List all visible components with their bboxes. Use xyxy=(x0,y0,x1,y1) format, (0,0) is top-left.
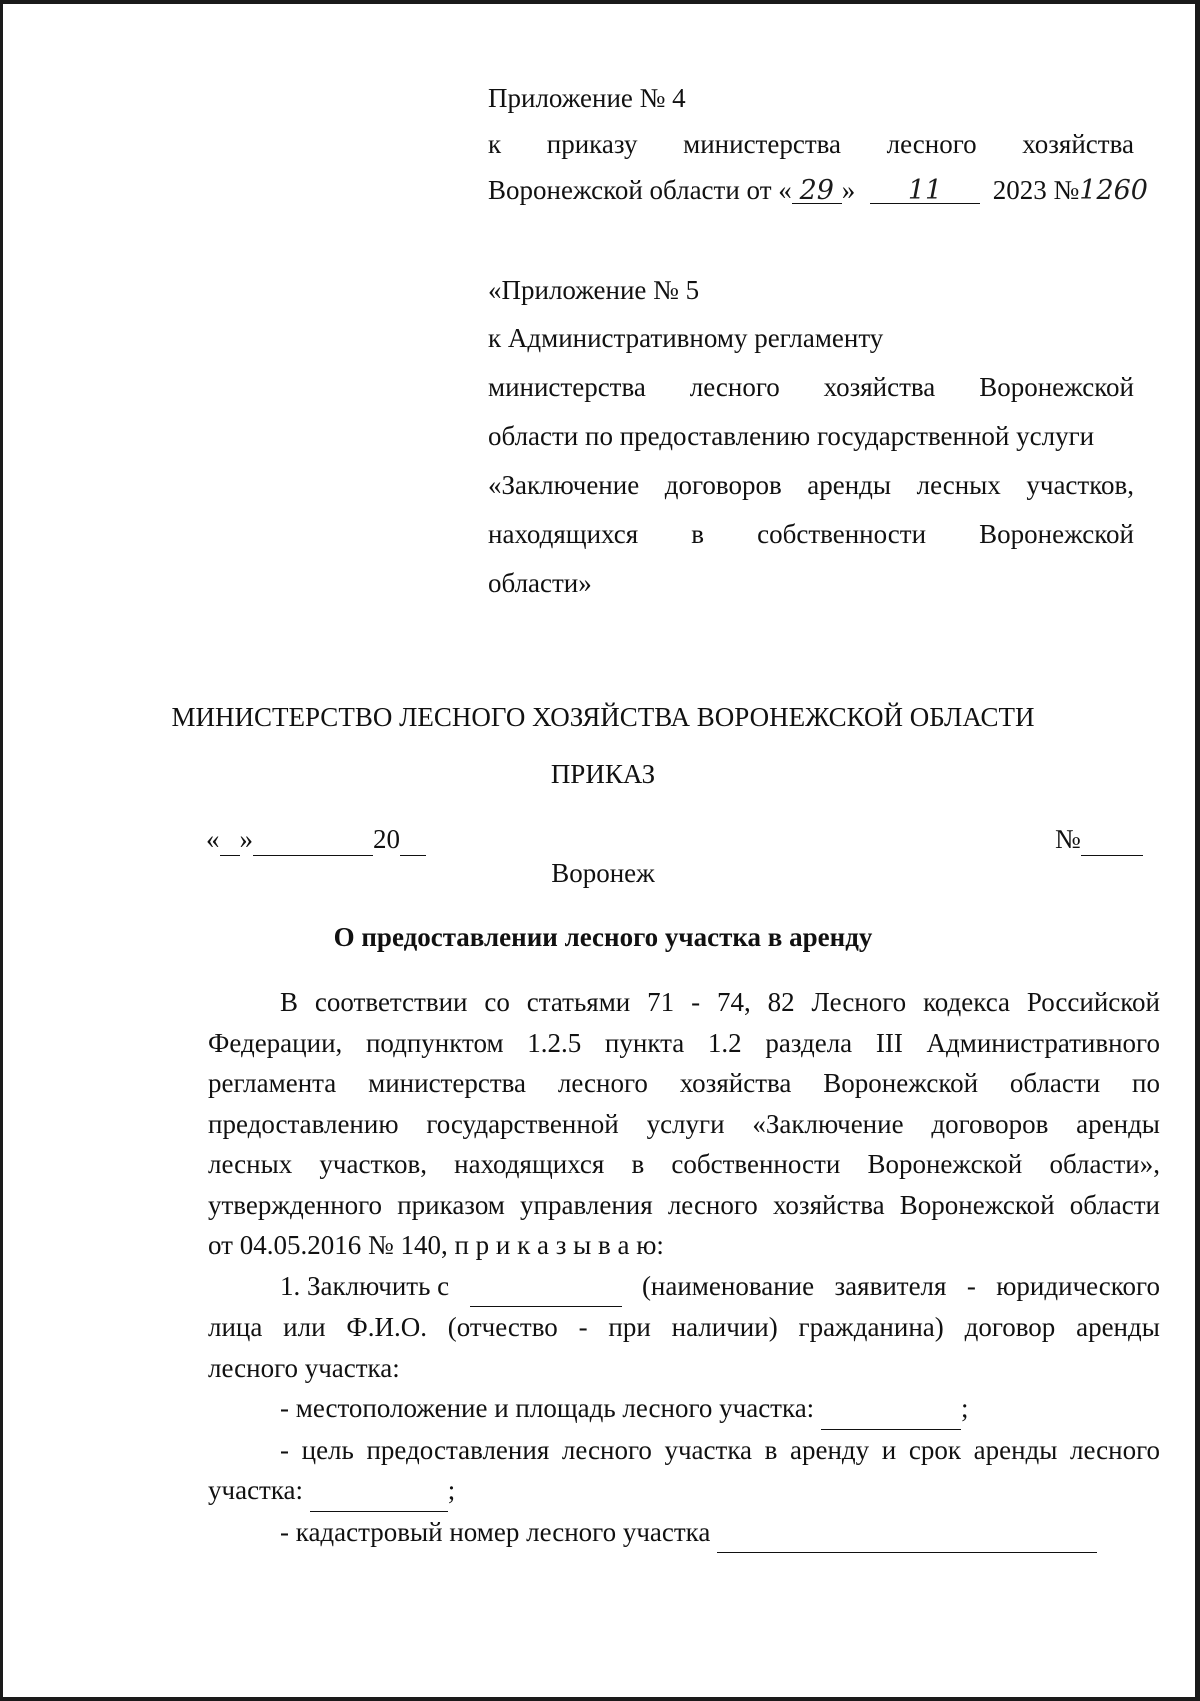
word: - xyxy=(691,987,701,1017)
word: предоставления xyxy=(366,1434,550,1465)
p2-start: 1. Заключить с xyxy=(280,1270,450,1301)
word: договоров xyxy=(931,1108,1049,1139)
word: пункта xyxy=(604,1027,685,1058)
word: 1.2 xyxy=(707,1027,742,1058)
word: - xyxy=(966,1270,976,1301)
appendix4-line3 xyxy=(488,174,1148,207)
word: лица xyxy=(208,1312,263,1342)
order-body xyxy=(208,982,1160,1553)
word: министерства xyxy=(368,1068,527,1098)
word: В xyxy=(280,987,299,1017)
word: гражданина) xyxy=(798,1312,944,1342)
p3-end: ; xyxy=(960,1393,969,1423)
word: цель xyxy=(301,1434,354,1465)
word: лесного xyxy=(1070,1434,1160,1465)
word: находящихся xyxy=(454,1149,605,1179)
word: услуги xyxy=(646,1108,725,1139)
word: участков, xyxy=(1026,470,1134,500)
word: - xyxy=(280,1434,289,1465)
order-number-line xyxy=(1055,823,1143,856)
word: раздела xyxy=(765,1027,853,1058)
word: (отчество xyxy=(447,1312,558,1342)
word: хозяйства xyxy=(772,1189,885,1220)
word: договоров xyxy=(664,470,782,500)
word: утвержденного xyxy=(208,1189,383,1220)
month-blank xyxy=(253,823,373,856)
word: министерства xyxy=(488,372,646,402)
word: лесных xyxy=(916,470,1001,500)
word: 82 xyxy=(767,987,795,1017)
cadastral-blank xyxy=(717,1512,1097,1554)
word: (наименование xyxy=(641,1270,815,1301)
word: аренды xyxy=(973,1434,1058,1465)
word: Воронежской xyxy=(979,519,1134,549)
word: заявителя xyxy=(834,1270,947,1301)
word: Воронежской xyxy=(979,372,1134,402)
word: при xyxy=(608,1312,651,1342)
word: 74, xyxy=(716,987,751,1017)
p4-line1 xyxy=(208,1430,1160,1471)
ministry-heading: МИНИСТЕРСТВО ЛЕСНОГО ХОЗЯЙСТВА ВОРОНЕЖСКОЙ ОБЛАСТИ xyxy=(171,702,1035,732)
word: Российской xyxy=(1026,987,1160,1017)
word: юридического xyxy=(996,1270,1160,1301)
word: и xyxy=(881,1434,897,1465)
word: регламента xyxy=(208,1068,337,1098)
word: хозяйства xyxy=(679,1068,792,1098)
word: Воронежской xyxy=(899,1189,1055,1220)
appendix5-line3 xyxy=(488,371,1134,403)
word: или xyxy=(283,1312,326,1342)
word: участков, xyxy=(319,1149,427,1179)
number-blank xyxy=(1081,823,1143,856)
appendix5-line6 xyxy=(488,518,1134,550)
p1-line3 xyxy=(208,1063,1160,1104)
word: «Заключение xyxy=(488,470,640,500)
p1-line4 xyxy=(208,1104,1160,1145)
word: лесных xyxy=(208,1149,293,1179)
handwritten-order-number: 1260 xyxy=(1079,175,1148,206)
word: со xyxy=(484,987,510,1017)
applicant-blank xyxy=(470,1266,622,1308)
p2-line2 xyxy=(208,1307,1160,1348)
word: собственности xyxy=(757,519,927,549)
word: наличии) xyxy=(671,1312,778,1342)
order-date-line xyxy=(206,823,426,856)
word: в xyxy=(631,1149,645,1179)
handwritten-day: 29 xyxy=(792,175,842,204)
word: III xyxy=(875,1027,903,1058)
word: управления xyxy=(520,1189,653,1220)
word: аренду xyxy=(790,1434,870,1465)
word: в xyxy=(691,519,705,549)
word: аренды xyxy=(807,470,892,500)
word: Воронежской xyxy=(823,1068,979,1098)
word: по xyxy=(1132,1068,1160,1098)
appendix4-line2 xyxy=(488,128,1134,160)
word: подпунктом xyxy=(365,1027,504,1058)
date-open-quote: « xyxy=(206,824,220,854)
location-blank xyxy=(821,1388,961,1430)
p1-line6 xyxy=(208,1185,1160,1226)
p4-text: участка: xyxy=(208,1475,304,1505)
word: участка xyxy=(664,1434,753,1465)
word: соответствии xyxy=(314,987,468,1017)
word: лесного xyxy=(689,372,780,402)
word: области xyxy=(1009,1068,1101,1098)
appendix4-title: Приложение № 4 xyxy=(488,83,686,113)
word: государственной xyxy=(426,1108,619,1139)
word: области», xyxy=(1049,1149,1160,1179)
quote-close: » xyxy=(841,175,856,205)
word: приказу xyxy=(546,129,638,159)
word: предоставлению xyxy=(208,1108,399,1139)
handwritten-month: 11 xyxy=(870,175,980,204)
word: лесного xyxy=(886,129,977,159)
city: Воронеж xyxy=(551,858,655,888)
date-close-quote: » xyxy=(239,824,253,854)
word: находящихся xyxy=(488,519,639,549)
word: хозяйства xyxy=(1022,129,1134,159)
appendix5-line4: области по предоставлению государственной услуги xyxy=(488,421,1095,451)
year-blank xyxy=(400,823,426,856)
p3-text: - местоположение и площадь лесного участка: xyxy=(280,1393,815,1423)
word: лесного xyxy=(561,1434,652,1465)
word: хозяйства xyxy=(823,372,936,402)
word: 1.2.5 xyxy=(527,1027,582,1058)
word: Федерации, xyxy=(208,1027,343,1058)
p1-line5 xyxy=(208,1144,1160,1185)
p1-line7: от 04.05.2016 № 140, п р и к а з ы в а ю: xyxy=(208,1230,664,1260)
word: аренды xyxy=(1076,1312,1160,1342)
word: Ф.И.О. xyxy=(346,1312,427,1342)
word: собственности xyxy=(671,1149,841,1179)
word: приказом xyxy=(397,1189,505,1220)
p1-line2 xyxy=(208,1023,1160,1064)
p4-line2 xyxy=(208,1470,1160,1512)
word: - xyxy=(578,1312,588,1342)
appendix4-date-prefix: Воронежской области от « xyxy=(488,175,792,205)
p2-line1 xyxy=(208,1266,1160,1308)
word: области xyxy=(1069,1189,1160,1220)
day-blank xyxy=(220,823,240,856)
word: Воронежской xyxy=(867,1149,1023,1179)
order-heading: ПРИКАЗ xyxy=(550,759,656,789)
word: аренды xyxy=(1076,1108,1160,1139)
word: Лесного xyxy=(811,987,907,1017)
purpose-blank xyxy=(310,1470,448,1512)
word: в xyxy=(764,1434,778,1465)
p5-line xyxy=(208,1512,1160,1554)
word: лесного xyxy=(557,1068,648,1098)
order-title: О предоставлении лесного участка в аренду xyxy=(333,922,873,952)
appendix5-title: «Приложение № 5 xyxy=(488,275,700,305)
appendix5-line5 xyxy=(488,469,1134,501)
word: кодекса xyxy=(923,987,1010,1017)
p1-line1 xyxy=(208,982,1160,1023)
word: статьями xyxy=(526,987,631,1017)
word: 71 xyxy=(647,987,675,1017)
word: Административного xyxy=(926,1027,1160,1058)
p3-line xyxy=(208,1388,1160,1430)
word: к xyxy=(488,129,502,159)
word: договор xyxy=(964,1312,1056,1342)
word: министерства xyxy=(683,129,842,159)
appendix5-line2: к Административному регламенту xyxy=(488,323,884,353)
year-prefix: 20 xyxy=(373,824,400,854)
word: срок xyxy=(908,1434,961,1465)
word: «Заключение xyxy=(752,1108,904,1139)
p5-text: - кадастровый номер лесного участка xyxy=(280,1516,711,1547)
p2-line3: лесного участка: xyxy=(208,1352,400,1383)
number-sign: № xyxy=(1055,824,1081,854)
word: лесного xyxy=(667,1189,758,1220)
appendix5-line7: области» xyxy=(488,568,592,598)
appendix4-year-number: 2023 № xyxy=(992,175,1080,205)
p4-end: ; xyxy=(447,1475,456,1505)
